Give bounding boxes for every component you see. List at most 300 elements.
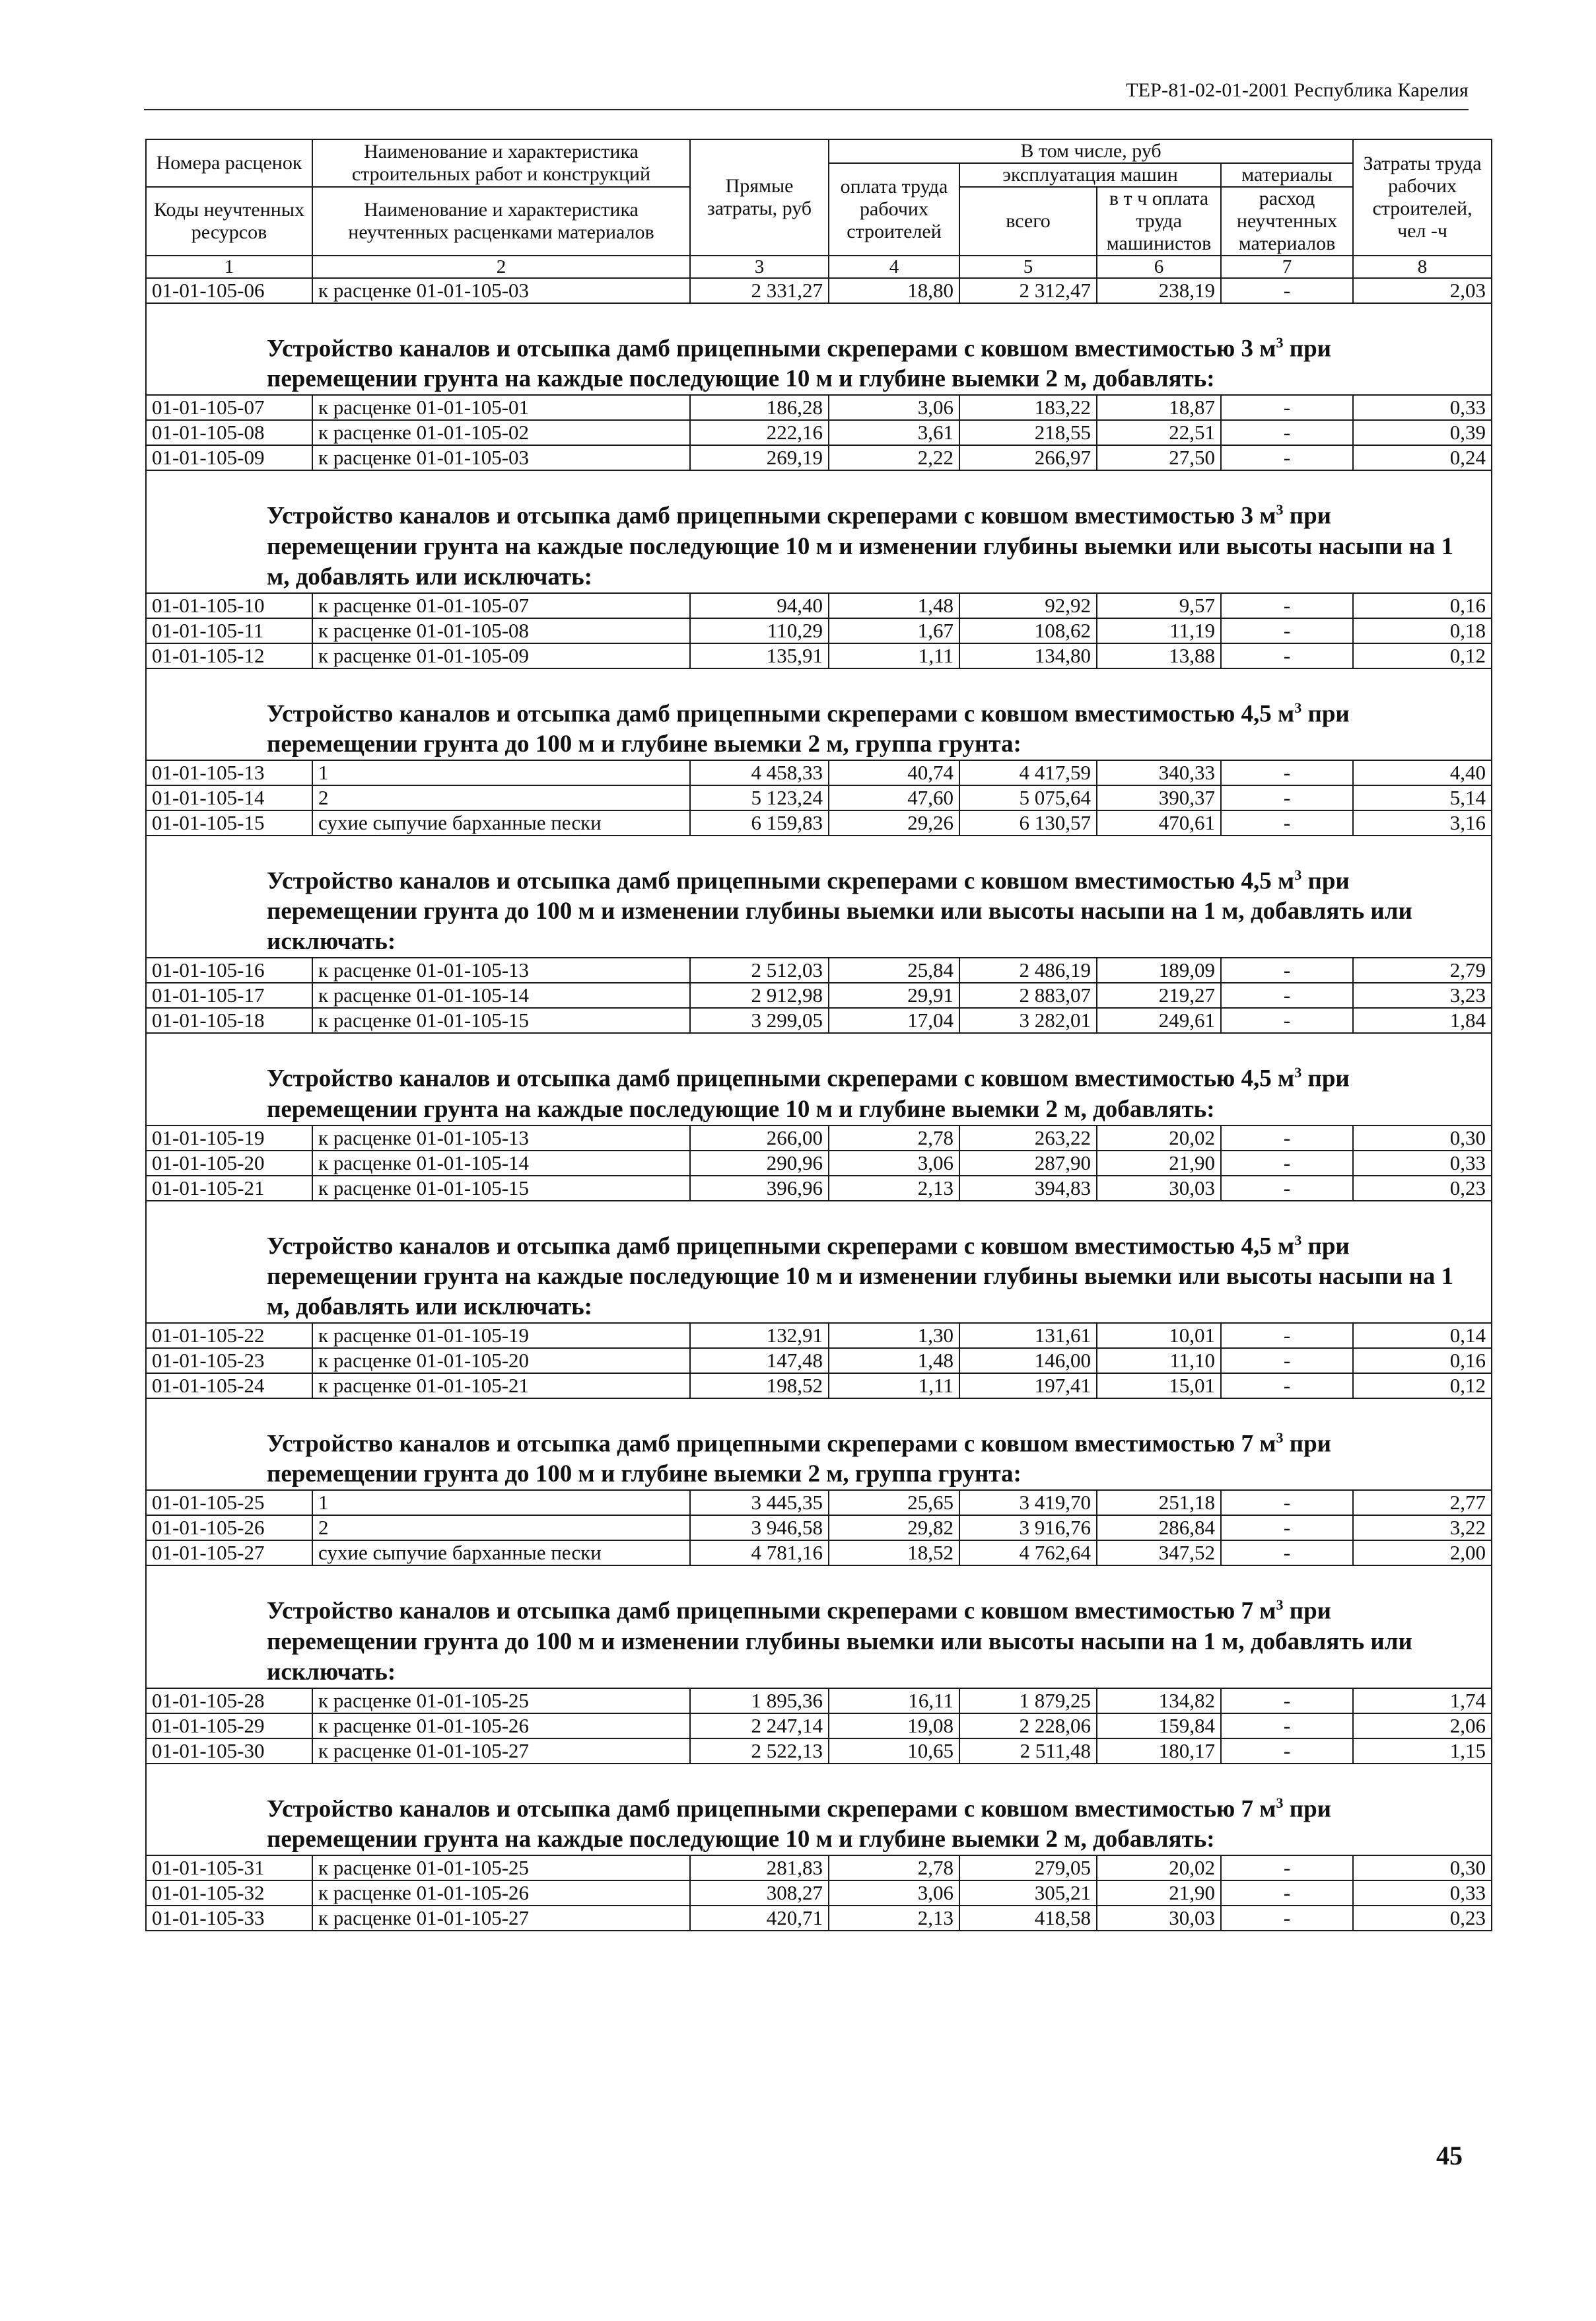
section-title-row xyxy=(146,668,1492,760)
section-title-text: Устройство каналов и отсыпка дамб прицепными скреперами с ковшом вместимостью 3 м xyxy=(267,335,1276,363)
machines-labor: 21,90 xyxy=(1097,1880,1221,1906)
labor-hours: 5,14 xyxy=(1353,785,1492,810)
materials-use: - xyxy=(1221,1540,1353,1565)
machines-total: 5 075,64 xyxy=(959,785,1097,810)
header-materials: материалы xyxy=(1221,163,1353,187)
section-title-tail: при перемещении грунта на каждые последующие 10 м и глубине выемки 2 м, добавлять: xyxy=(267,1795,1331,1853)
col-number: 8 xyxy=(1353,256,1492,278)
machines-labor: 347,52 xyxy=(1097,1540,1221,1565)
section-title xyxy=(146,1201,1492,1323)
rate-name: к расценке 01-01-105-14 xyxy=(312,983,690,1008)
labor-pay: 47,60 xyxy=(829,785,959,810)
labor-pay: 1,30 xyxy=(829,1323,959,1348)
table-row xyxy=(146,1880,1492,1906)
machines-labor: 22,51 xyxy=(1097,420,1221,445)
rate-code: 01-01-105-19 xyxy=(146,1125,312,1151)
labor-pay: 40,74 xyxy=(829,760,959,785)
labor-pay: 1,67 xyxy=(829,618,959,643)
labor-pay: 25,65 xyxy=(829,1490,959,1515)
rate-name: к расценке 01-01-105-15 xyxy=(312,1008,690,1033)
rate-name: к расценке 01-01-105-27 xyxy=(312,1906,690,1931)
materials-use: - xyxy=(1221,643,1353,668)
section-title-text: Устройство каналов и отсыпка дамб прицепными скреперами с ковшом вместимостью 7 м xyxy=(267,1430,1276,1458)
labor-hours: 0,30 xyxy=(1353,1125,1492,1151)
machines-total: 418,58 xyxy=(959,1906,1097,1931)
direct-cost: 5 123,24 xyxy=(690,785,829,810)
table-row xyxy=(146,278,1492,303)
direct-cost: 420,71 xyxy=(690,1906,829,1931)
section-title-superscript: 3 xyxy=(1294,1064,1302,1081)
machines-total: 197,41 xyxy=(959,1373,1097,1398)
direct-cost: 110,29 xyxy=(690,618,829,643)
machines-total: 2 486,19 xyxy=(959,958,1097,983)
rate-code: 01-01-105-09 xyxy=(146,445,312,470)
section-title-row xyxy=(146,1398,1492,1490)
materials-use: - xyxy=(1221,1323,1353,1348)
rate-name: к расценке 01-01-105-09 xyxy=(312,643,690,668)
materials-use: - xyxy=(1221,1688,1353,1713)
materials-use: - xyxy=(1221,1176,1353,1201)
rate-name: к расценке 01-01-105-25 xyxy=(312,1855,690,1880)
rate-code: 01-01-105-29 xyxy=(146,1713,312,1738)
col-number: 4 xyxy=(829,256,959,278)
section-title-row xyxy=(146,1565,1492,1688)
running-header: ТЕР-81-02-01-2001 Республика Карелия xyxy=(1126,79,1469,101)
table-row xyxy=(146,1540,1492,1565)
machines-total: 108,62 xyxy=(959,618,1097,643)
rate-code: 01-01-105-26 xyxy=(146,1515,312,1540)
rate-name: к расценке 01-01-105-27 xyxy=(312,1738,690,1764)
machines-total: 4 762,64 xyxy=(959,1540,1097,1565)
header-col2-top: Наименование и характеристика строительных работ и конструкций xyxy=(312,139,690,187)
machines-total: 4 417,59 xyxy=(959,760,1097,785)
section-title-superscript: 3 xyxy=(1294,699,1302,716)
materials-use: - xyxy=(1221,445,1353,470)
materials-use: - xyxy=(1221,278,1353,303)
labor-hours: 0,12 xyxy=(1353,643,1492,668)
labor-hours: 1,84 xyxy=(1353,1008,1492,1033)
machines-labor: 13,88 xyxy=(1097,643,1221,668)
table-row xyxy=(146,760,1492,785)
section-title-superscript: 3 xyxy=(1276,501,1284,518)
materials-use: - xyxy=(1221,1738,1353,1764)
section-title-tail: при перемещении грунта до 100 м и изменении глубины выемки или высоты насыпи на 1 м, добавлять или исключать: xyxy=(267,867,1412,956)
section-title-tail: при перемещении грунта на каждые последующие 10 м и изменении глубины выемки или высоты насыпи на 1 м, добавлять или исключать: xyxy=(267,1232,1454,1320)
labor-pay: 29,26 xyxy=(829,810,959,836)
rate-code: 01-01-105-32 xyxy=(146,1880,312,1906)
direct-cost: 1 895,36 xyxy=(690,1688,829,1713)
rate-name: к расценке 01-01-105-21 xyxy=(312,1373,690,1398)
rate-code: 01-01-105-33 xyxy=(146,1906,312,1931)
labor-pay: 3,61 xyxy=(829,420,959,445)
machines-labor: 390,37 xyxy=(1097,785,1221,810)
direct-cost: 396,96 xyxy=(690,1176,829,1201)
section-title-row xyxy=(146,1201,1492,1323)
rate-name: 2 xyxy=(312,785,690,810)
header-materials-use: расход неучтенных материалов xyxy=(1221,187,1353,256)
section-title-superscript: 3 xyxy=(1276,1794,1284,1811)
column-numbers-row xyxy=(146,256,1492,278)
rate-code: 01-01-105-21 xyxy=(146,1176,312,1201)
section-title-superscript: 3 xyxy=(1294,866,1302,883)
materials-use: - xyxy=(1221,1348,1353,1373)
labor-hours: 0,16 xyxy=(1353,1348,1492,1373)
header-col3: Прямые затраты, руб xyxy=(690,139,829,256)
machines-total: 394,83 xyxy=(959,1176,1097,1201)
rate-code: 01-01-105-11 xyxy=(146,618,312,643)
materials-use: - xyxy=(1221,760,1353,785)
direct-cost: 3 445,35 xyxy=(690,1490,829,1515)
machines-labor: 286,84 xyxy=(1097,1515,1221,1540)
machines-total: 6 130,57 xyxy=(959,810,1097,836)
machines-labor: 30,03 xyxy=(1097,1906,1221,1931)
labor-hours: 0,14 xyxy=(1353,1323,1492,1348)
direct-cost: 135,91 xyxy=(690,643,829,668)
header-machines-total: всего xyxy=(959,187,1097,256)
direct-cost: 266,00 xyxy=(690,1125,829,1151)
machines-total: 279,05 xyxy=(959,1855,1097,1880)
labor-hours: 2,00 xyxy=(1353,1540,1492,1565)
labor-pay: 1,48 xyxy=(829,593,959,618)
machines-labor: 27,50 xyxy=(1097,445,1221,470)
rate-name: к расценке 01-01-105-08 xyxy=(312,618,690,643)
direct-cost: 94,40 xyxy=(690,593,829,618)
rate-name: сухие сыпучие барханные пески xyxy=(312,810,690,836)
labor-hours: 0,30 xyxy=(1353,1855,1492,1880)
labor-pay: 16,11 xyxy=(829,1688,959,1713)
col-number: 6 xyxy=(1097,256,1221,278)
direct-cost: 222,16 xyxy=(690,420,829,445)
machines-total: 2 883,07 xyxy=(959,983,1097,1008)
labor-hours: 2,03 xyxy=(1353,278,1492,303)
section-title xyxy=(146,1398,1492,1490)
machines-labor: 10,01 xyxy=(1097,1323,1221,1348)
table-row xyxy=(146,1713,1492,1738)
labor-hours: 0,33 xyxy=(1353,1880,1492,1906)
direct-cost: 2 512,03 xyxy=(690,958,829,983)
table-row xyxy=(146,445,1492,470)
table-row xyxy=(146,1688,1492,1713)
materials-use: - xyxy=(1221,1008,1353,1033)
materials-use: - xyxy=(1221,395,1353,420)
rate-name: к расценке 01-01-105-01 xyxy=(312,395,690,420)
materials-use: - xyxy=(1221,983,1353,1008)
labor-hours: 3,23 xyxy=(1353,983,1492,1008)
direct-cost: 6 159,83 xyxy=(690,810,829,836)
section-title-tail: при перемещении грунта на каждые последующие 10 м и глубине выемки 2 м, добавлять: xyxy=(267,1065,1350,1123)
labor-hours: 0,33 xyxy=(1353,1151,1492,1176)
table-body xyxy=(146,278,1492,1931)
materials-use: - xyxy=(1221,1880,1353,1906)
table-row xyxy=(146,593,1492,618)
machines-total: 3 282,01 xyxy=(959,1008,1097,1033)
direct-cost: 3 946,58 xyxy=(690,1515,829,1540)
direct-cost: 290,96 xyxy=(690,1151,829,1176)
section-title-row xyxy=(146,470,1492,592)
page-number: 45 xyxy=(1436,2141,1463,2170)
labor-hours: 0,16 xyxy=(1353,593,1492,618)
table-row xyxy=(146,1176,1492,1201)
labor-pay: 18,80 xyxy=(829,278,959,303)
machines-labor: 15,01 xyxy=(1097,1373,1221,1398)
labor-hours: 1,74 xyxy=(1353,1688,1492,1713)
section-title-superscript: 3 xyxy=(1276,1429,1284,1446)
machines-labor: 30,03 xyxy=(1097,1176,1221,1201)
rate-name: к расценке 01-01-105-03 xyxy=(312,278,690,303)
labor-hours: 3,22 xyxy=(1353,1515,1492,1540)
rate-name: к расценке 01-01-105-25 xyxy=(312,1688,690,1713)
direct-cost: 4 781,16 xyxy=(690,1540,829,1565)
table-row xyxy=(146,810,1492,836)
materials-use: - xyxy=(1221,1515,1353,1540)
rate-name: сухие сыпучие барханные пески xyxy=(312,1540,690,1565)
labor-pay: 2,13 xyxy=(829,1906,959,1931)
materials-use: - xyxy=(1221,1151,1353,1176)
labor-hours: 0,18 xyxy=(1353,618,1492,643)
machines-labor: 20,02 xyxy=(1097,1855,1221,1880)
machines-total: 183,22 xyxy=(959,395,1097,420)
table-row xyxy=(146,420,1492,445)
rate-code: 01-01-105-13 xyxy=(146,760,312,785)
labor-hours: 2,77 xyxy=(1353,1490,1492,1515)
table-header xyxy=(146,139,1492,278)
labor-hours: 2,79 xyxy=(1353,958,1492,983)
section-title-text: Устройство каналов и отсыпка дамб прицепными скреперами с ковшом вместимостью 4,5 м xyxy=(267,867,1295,895)
col-number: 1 xyxy=(146,256,312,278)
labor-hours: 0,39 xyxy=(1353,420,1492,445)
materials-use: - xyxy=(1221,810,1353,836)
machines-labor: 340,33 xyxy=(1097,760,1221,785)
header-col1-bottom: Коды неучтенных ресурсов xyxy=(146,187,312,256)
table-row xyxy=(146,1515,1492,1540)
rate-code: 01-01-105-15 xyxy=(146,810,312,836)
materials-use: - xyxy=(1221,1855,1353,1880)
machines-labor: 189,09 xyxy=(1097,958,1221,983)
labor-hours: 0,23 xyxy=(1353,1906,1492,1931)
section-title-text: Устройство каналов и отсыпка дамб прицепными скреперами с ковшом вместимостью 7 м xyxy=(267,1597,1276,1625)
machines-labor: 251,18 xyxy=(1097,1490,1221,1515)
machines-total: 1 879,25 xyxy=(959,1688,1097,1713)
section-title-text: Устройство каналов и отсыпка дамб прицепными скреперами с ковшом вместимостью 4,5 м xyxy=(267,699,1295,727)
direct-cost: 281,83 xyxy=(690,1855,829,1880)
header-in-total: В том числе, руб xyxy=(829,139,1353,163)
machines-labor: 21,90 xyxy=(1097,1151,1221,1176)
labor-pay: 2,13 xyxy=(829,1176,959,1201)
section-title xyxy=(146,1033,1492,1125)
labor-hours: 4,40 xyxy=(1353,760,1492,785)
section-title-text: Устройство каналов и отсыпка дамб прицепными скреперами с ковшом вместимостью 4,5 м xyxy=(267,1232,1295,1260)
labor-pay: 19,08 xyxy=(829,1713,959,1738)
col-number: 7 xyxy=(1221,256,1353,278)
direct-cost: 198,52 xyxy=(690,1373,829,1398)
labor-hours: 0,33 xyxy=(1353,395,1492,420)
section-title-tail: при перемещении грунта на каждые последующие 10 м и изменении глубины выемки или высоты насыпи на 1 м, добавлять или исключать: xyxy=(267,502,1454,590)
labor-pay: 2,78 xyxy=(829,1125,959,1151)
rate-code: 01-01-105-12 xyxy=(146,643,312,668)
machines-total: 266,97 xyxy=(959,445,1097,470)
labor-pay: 1,11 xyxy=(829,1373,959,1398)
materials-use: - xyxy=(1221,785,1353,810)
machines-total: 218,55 xyxy=(959,420,1097,445)
labor-hours: 2,06 xyxy=(1353,1713,1492,1738)
machines-labor: 18,87 xyxy=(1097,395,1221,420)
machines-total: 134,80 xyxy=(959,643,1097,668)
section-title xyxy=(146,303,1492,395)
machines-total: 131,61 xyxy=(959,1323,1097,1348)
table-row xyxy=(146,395,1492,420)
direct-cost: 2 247,14 xyxy=(690,1713,829,1738)
labor-hours: 0,24 xyxy=(1353,445,1492,470)
table-row xyxy=(146,643,1492,668)
materials-use: - xyxy=(1221,1906,1353,1931)
rate-code: 01-01-105-07 xyxy=(146,395,312,420)
section-title xyxy=(146,668,1492,760)
rate-name: к расценке 01-01-105-15 xyxy=(312,1176,690,1201)
machines-labor: 249,61 xyxy=(1097,1008,1221,1033)
section-title xyxy=(146,470,1492,592)
machines-total: 92,92 xyxy=(959,593,1097,618)
rate-code: 01-01-105-25 xyxy=(146,1490,312,1515)
header-labor-cost: Затраты труда рабочих строителей, чел -ч xyxy=(1353,139,1492,256)
rate-code: 01-01-105-27 xyxy=(146,1540,312,1565)
table-row xyxy=(146,1125,1492,1151)
machines-total: 146,00 xyxy=(959,1348,1097,1373)
labor-pay: 1,48 xyxy=(829,1348,959,1373)
rate-name: 2 xyxy=(312,1515,690,1540)
direct-cost: 2 331,27 xyxy=(690,278,829,303)
rate-code: 01-01-105-18 xyxy=(146,1008,312,1033)
col-number: 5 xyxy=(959,256,1097,278)
rate-name: к расценке 01-01-105-26 xyxy=(312,1713,690,1738)
materials-use: - xyxy=(1221,1490,1353,1515)
table-row xyxy=(146,1373,1492,1398)
section-title-superscript: 3 xyxy=(1276,334,1284,351)
rate-name: к расценке 01-01-105-19 xyxy=(312,1323,690,1348)
rate-code: 01-01-105-14 xyxy=(146,785,312,810)
table-row xyxy=(146,1151,1492,1176)
section-title-superscript: 3 xyxy=(1294,1231,1302,1248)
machines-total: 263,22 xyxy=(959,1125,1097,1151)
direct-cost: 147,48 xyxy=(690,1348,829,1373)
rate-code: 01-01-105-06 xyxy=(146,278,312,303)
header-rule xyxy=(144,109,1469,110)
labor-pay: 10,65 xyxy=(829,1738,959,1764)
rate-code: 01-01-105-17 xyxy=(146,983,312,1008)
rate-code: 01-01-105-28 xyxy=(146,1688,312,1713)
machines-labor: 180,17 xyxy=(1097,1738,1221,1764)
rate-name: к расценке 01-01-105-13 xyxy=(312,1125,690,1151)
section-title-row xyxy=(146,1033,1492,1125)
direct-cost: 4 458,33 xyxy=(690,760,829,785)
machines-total: 2 228,06 xyxy=(959,1713,1097,1738)
table-row xyxy=(146,1738,1492,1764)
machines-labor: 11,10 xyxy=(1097,1348,1221,1373)
rates-table xyxy=(145,139,1492,1931)
rate-name: к расценке 01-01-105-20 xyxy=(312,1348,690,1373)
table-row xyxy=(146,958,1492,983)
rate-code: 01-01-105-23 xyxy=(146,1348,312,1373)
materials-use: - xyxy=(1221,618,1353,643)
direct-cost: 2 522,13 xyxy=(690,1738,829,1764)
labor-pay: 29,82 xyxy=(829,1515,959,1540)
rate-code: 01-01-105-16 xyxy=(146,958,312,983)
machines-labor: 134,82 xyxy=(1097,1688,1221,1713)
labor-pay: 17,04 xyxy=(829,1008,959,1033)
table-row xyxy=(146,1348,1492,1373)
rate-code: 01-01-105-10 xyxy=(146,593,312,618)
header-labor-pay: оплата труда рабочих строителей xyxy=(829,163,959,256)
labor-hours: 0,12 xyxy=(1353,1373,1492,1398)
rate-code: 01-01-105-08 xyxy=(146,420,312,445)
table-row xyxy=(146,618,1492,643)
labor-pay: 1,11 xyxy=(829,643,959,668)
rate-name: 1 xyxy=(312,760,690,785)
labor-hours: 0,23 xyxy=(1353,1176,1492,1201)
labor-pay: 18,52 xyxy=(829,1540,959,1565)
machines-total: 3 916,76 xyxy=(959,1515,1097,1540)
materials-use: - xyxy=(1221,420,1353,445)
materials-use: - xyxy=(1221,958,1353,983)
rate-code: 01-01-105-20 xyxy=(146,1151,312,1176)
table-row xyxy=(146,1008,1492,1033)
section-title-text: Устройство каналов и отсыпка дамб прицепными скреперами с ковшом вместимостью 4,5 м xyxy=(267,1065,1295,1092)
rate-name: к расценке 01-01-105-03 xyxy=(312,445,690,470)
section-title-tail: при перемещении грунта на каждые последующие 10 м и глубине выемки 2 м, добавлять: xyxy=(267,335,1331,393)
labor-pay: 25,84 xyxy=(829,958,959,983)
rate-code: 01-01-105-22 xyxy=(146,1323,312,1348)
table-row xyxy=(146,1855,1492,1880)
section-title xyxy=(146,1764,1492,1855)
machines-total: 305,21 xyxy=(959,1880,1097,1906)
col-number: 2 xyxy=(312,256,690,278)
machines-labor: 20,02 xyxy=(1097,1125,1221,1151)
machines-labor: 9,57 xyxy=(1097,593,1221,618)
materials-use: - xyxy=(1221,1125,1353,1151)
rate-code: 01-01-105-24 xyxy=(146,1373,312,1398)
machines-total: 3 419,70 xyxy=(959,1490,1097,1515)
table-row xyxy=(146,1906,1492,1931)
machines-total: 2 511,48 xyxy=(959,1738,1097,1764)
rate-name: к расценке 01-01-105-07 xyxy=(312,593,690,618)
header-machines: эксплуатация машин xyxy=(959,163,1221,187)
machines-labor: 219,27 xyxy=(1097,983,1221,1008)
section-title-tail: при перемещении грунта до 100 м и изменении глубины выемки или высоты насыпи на 1 м, добавлять или исключать: xyxy=(267,1597,1412,1686)
section-title-tail: при перемещении грунта до 100 м и глубине выемки 2 м, группа грунта: xyxy=(267,1430,1331,1488)
section-title-row xyxy=(146,1764,1492,1855)
table-row xyxy=(146,1323,1492,1348)
labor-pay: 29,91 xyxy=(829,983,959,1008)
section-title-text: Устройство каналов и отсыпка дамб прицепными скреперами с ковшом вместимостью 7 м xyxy=(267,1795,1276,1822)
direct-cost: 2 912,98 xyxy=(690,983,829,1008)
materials-use: - xyxy=(1221,1713,1353,1738)
rate-name: к расценке 01-01-105-13 xyxy=(312,958,690,983)
rate-name: 1 xyxy=(312,1490,690,1515)
machines-labor: 470,61 xyxy=(1097,810,1221,836)
labor-hours: 1,15 xyxy=(1353,1738,1492,1764)
direct-cost: 269,19 xyxy=(690,445,829,470)
section-title-row xyxy=(146,836,1492,958)
materials-use: - xyxy=(1221,593,1353,618)
table-row xyxy=(146,983,1492,1008)
header-col2-bottom: Наименование и характеристика неучтенных расценками материалов xyxy=(312,187,690,256)
labor-pay: 3,06 xyxy=(829,1151,959,1176)
rate-code: 01-01-105-30 xyxy=(146,1738,312,1764)
section-title-row xyxy=(146,303,1492,395)
rate-name: к расценке 01-01-105-26 xyxy=(312,1880,690,1906)
section-title-superscript: 3 xyxy=(1276,1596,1284,1614)
direct-cost: 308,27 xyxy=(690,1880,829,1906)
machines-labor: 238,19 xyxy=(1097,278,1221,303)
